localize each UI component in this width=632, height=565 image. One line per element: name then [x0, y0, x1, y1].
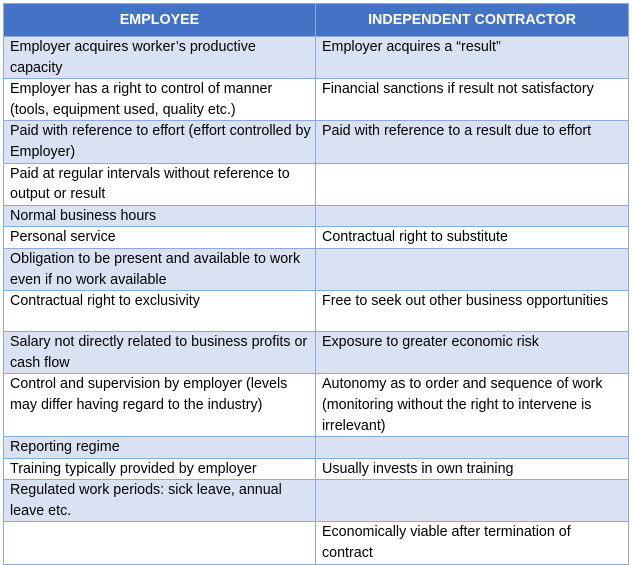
table-row	[4, 458, 629, 480]
header-row	[4, 4, 629, 37]
contractor-cell	[316, 437, 629, 459]
contractor-cell: Exposure to greater economic risk	[316, 332, 629, 374]
employee-cell: Employer acquires worker’s productive capacity	[4, 37, 316, 79]
contractor-cell: Paid with reference to a result due to effort	[316, 121, 629, 163]
contractor-cell	[316, 163, 629, 205]
employee-cell: Training typically provided by employer	[4, 458, 316, 480]
employee-cell: Control and supervision by employer (levels may differ having regard to the industry)	[4, 374, 316, 437]
contractor-cell: Employer acquires a “result”	[316, 37, 629, 79]
table-row	[4, 332, 629, 374]
employee-cell: Paid with reference to effort (effort controlled by Employer)	[4, 121, 316, 163]
comparison-table	[3, 3, 629, 565]
table-row	[4, 248, 629, 290]
contractor-cell: Usually invests in own training	[316, 458, 629, 480]
contractor-cell	[316, 205, 629, 227]
table-row	[4, 79, 629, 121]
employee-column-header: EMPLOYEE	[4, 4, 316, 37]
employee-cell	[4, 522, 316, 564]
table-row	[4, 227, 629, 249]
employee-cell: Contractual right to exclusivity	[4, 291, 316, 332]
employee-cell: Paid at regular intervals without reference to output or result	[4, 163, 316, 205]
table-row	[4, 163, 629, 205]
employee-cell: Employer has a right to control of manner (tools, equipment used, quality etc.)	[4, 79, 316, 121]
employee-cell: Obligation to be present and available to work even if no work available	[4, 248, 316, 290]
employee-cell: Salary not directly related to business profits or cash flow	[4, 332, 316, 374]
table-row	[4, 121, 629, 163]
contractor-cell	[316, 248, 629, 290]
table-row	[4, 37, 629, 79]
table-row	[4, 205, 629, 227]
employee-cell: Personal service	[4, 227, 316, 249]
table-row	[4, 291, 629, 332]
employee-cell: Regulated work periods: sick leave, annual leave etc.	[4, 480, 316, 522]
employee-cell: Reporting regime	[4, 437, 316, 459]
contractor-cell: Autonomy as to order and sequence of work (monitoring without the right to intervene is irrelevant)	[316, 374, 629, 437]
table-row	[4, 437, 629, 459]
contractor-column-header: INDEPENDENT CONTRACTOR	[316, 4, 629, 37]
table-row	[4, 374, 629, 437]
contractor-cell: Free to seek out other business opportunities	[316, 291, 629, 332]
table-row	[4, 522, 629, 564]
contractor-cell: Financial sanctions if result not satisfactory	[316, 79, 629, 121]
contractor-cell: Economically viable after termination of contract	[316, 522, 629, 564]
contractor-cell: Contractual right to substitute	[316, 227, 629, 249]
employee-cell: Normal business hours	[4, 205, 316, 227]
contractor-cell	[316, 480, 629, 522]
table-row	[4, 480, 629, 522]
